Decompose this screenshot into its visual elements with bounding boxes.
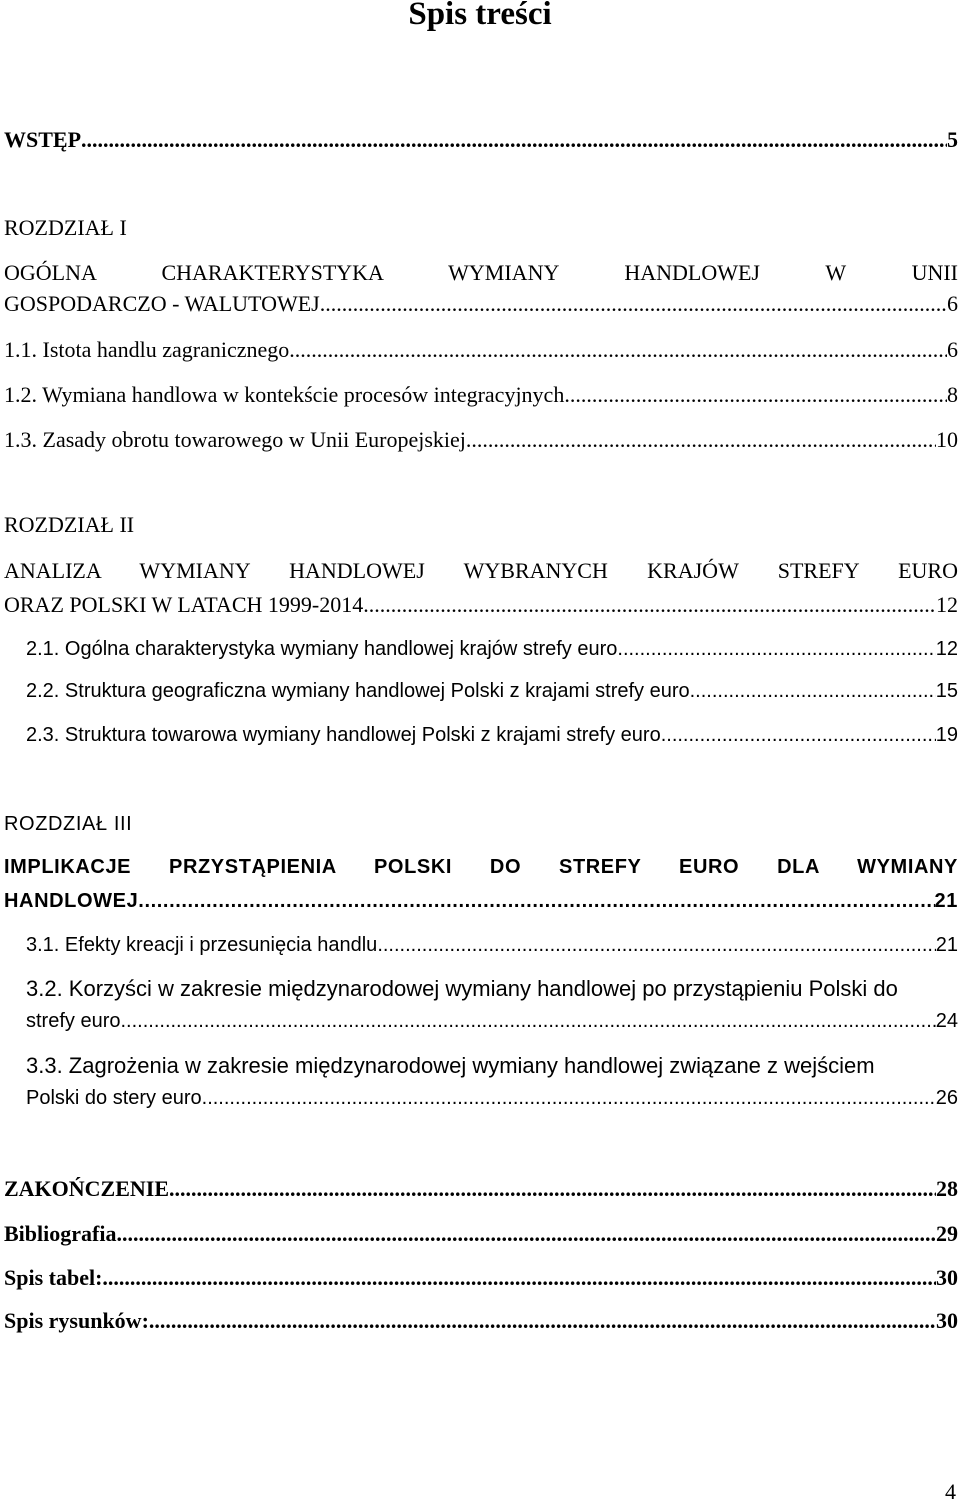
toc-entry-bibliography[interactable] <box>4 1219 958 1249</box>
toc-entry-label: 1.3. Zasady obrotu towarowego w Unii Europejskiej <box>4 427 466 452</box>
toc-entry-page: 6 <box>947 291 958 316</box>
toc-entry-label: GOSPODARCZO - WALUTOWEJ <box>4 291 320 316</box>
page-number: 4 <box>945 1479 956 1504</box>
toc-entry-page: 6 <box>947 337 958 362</box>
toc-entry-2-3[interactable] <box>26 720 958 750</box>
dot-leader <box>81 125 947 155</box>
toc-entry-label: 2.3. Struktura towarowa wymiany handlowej Polski z krajami strefy euro <box>26 724 661 746</box>
toc-entry-2-2[interactable] <box>26 676 958 706</box>
dot-leader <box>116 1219 936 1249</box>
toc-entry-label: 2.2. Struktura geograficzna wymiany handlowej Polski z krajami strefy euro <box>26 680 690 702</box>
page-title: Spis treści <box>408 0 552 32</box>
toc-entry-chapter-1[interactable] <box>4 289 958 319</box>
toc-entry-page: 15 <box>935 680 958 702</box>
dot-leader <box>149 1306 936 1336</box>
chapter-3-heading: ROZDZIAŁ III <box>4 813 133 835</box>
toc-entry-page: 10 <box>936 427 958 452</box>
toc-entry-label: HANDLOWEJ <box>4 890 139 912</box>
toc-entry-list-of-figures[interactable] <box>4 1306 958 1336</box>
chapter-1-title-line1: OGÓLNA CHARAKTERYSTYKA WYMIANY HANDLOWEJ W UNII <box>4 260 958 285</box>
toc-entry-3-3-line1: 3.3. Zagrożenia w zakresie międzynarodowej wymiany handlowej związane z wejściem <box>26 1053 875 1078</box>
chapter-1-heading: ROZDZIAŁ I <box>4 215 127 240</box>
dot-leader <box>377 930 935 960</box>
dot-leader <box>564 380 947 410</box>
toc-entry-list-of-tables[interactable] <box>4 1263 958 1293</box>
toc-entry-chapter-3[interactable] <box>4 886 958 916</box>
toc-entry-label: Bibliografia <box>4 1221 117 1246</box>
toc-entry-chapter-2[interactable] <box>4 590 958 620</box>
toc-entry-page: 24 <box>935 1010 958 1032</box>
chapter-2-title-line1: ANALIZA WYMIANY HANDLOWEJ WYBRANYCH KRAJÓW STREFY EURO <box>4 558 958 583</box>
toc-entry-page: 8 <box>947 382 958 407</box>
toc-entry-page: 21 <box>935 934 958 956</box>
chapter-3-title-line1: IMPLIKACJE PRZYSTĄPIENIA POLSKI DO STREFY EURO DLA WYMIANY <box>4 856 958 878</box>
toc-entry-1-3[interactable] <box>4 425 958 455</box>
toc-entry-label: ORAZ POLSKI W LATACH 1999-2014 <box>4 592 364 617</box>
toc-entry-1-1[interactable] <box>4 335 958 365</box>
toc-entry-2-1[interactable] <box>26 634 958 664</box>
toc-entry-label: 2.1. Ogólna charakterystyka wymiany handlowej krajów strefy euro <box>26 638 618 660</box>
dot-leader <box>617 634 935 664</box>
toc-entry-page: 5 <box>947 127 958 152</box>
toc-entry-page: 19 <box>935 724 958 746</box>
toc-entry-page: 21 <box>934 890 958 912</box>
toc-entry-page: 28 <box>936 1176 958 1201</box>
toc-entry-3-1[interactable] <box>26 930 958 960</box>
toc-entry-page: 30 <box>936 1308 958 1333</box>
dot-leader <box>690 676 936 706</box>
toc-entry-page: 12 <box>936 592 958 617</box>
toc-entry-label: Spis rysunków: <box>4 1308 149 1333</box>
toc-entry-1-2[interactable] <box>4 380 958 410</box>
dot-leader <box>363 590 936 620</box>
dot-leader <box>138 886 934 916</box>
toc-entry-label: 1.2. Wymiana handlowa w kontekście procesów integracyjnych <box>4 382 565 407</box>
toc-entry-page: 29 <box>936 1221 958 1246</box>
toc-entry-label: strefy euro <box>26 1010 121 1032</box>
dot-leader <box>661 720 936 750</box>
toc-entry-intro[interactable] <box>4 125 958 155</box>
chapter-2-heading: ROZDZIAŁ II <box>4 512 135 537</box>
dot-leader <box>466 425 936 455</box>
toc-entry-3-3[interactable] <box>26 1083 958 1113</box>
dot-leader <box>289 335 947 365</box>
dot-leader <box>120 1006 935 1036</box>
toc-entry-label: ZAKOŃCZENIE <box>4 1176 170 1201</box>
toc-entry-page: 26 <box>935 1087 958 1109</box>
dot-leader <box>169 1174 936 1204</box>
toc-entry-label: 3.1. Efekty kreacji i przesunięcia handlu <box>26 934 378 956</box>
toc-entry-3-2[interactable] <box>26 1006 958 1036</box>
dot-leader <box>102 1263 936 1293</box>
dot-leader <box>202 1083 936 1113</box>
toc-entry-page: 12 <box>935 638 958 660</box>
dot-leader <box>320 289 947 319</box>
toc-entry-3-2-line1: 3.2. Korzyści w zakresie międzynarodowej wymiany handlowej po przystąpieniu Polski do <box>26 976 898 1001</box>
toc-entry-label: Spis tabel: <box>4 1265 103 1290</box>
toc-entry-conclusion[interactable] <box>4 1174 958 1204</box>
toc-entry-label: 1.1. Istota handlu zagranicznego <box>4 337 290 362</box>
toc-entry-page: 30 <box>936 1265 958 1290</box>
toc-entry-label: Polski do stery euro <box>26 1087 202 1109</box>
toc-entry-label: WSTĘP <box>4 127 82 152</box>
